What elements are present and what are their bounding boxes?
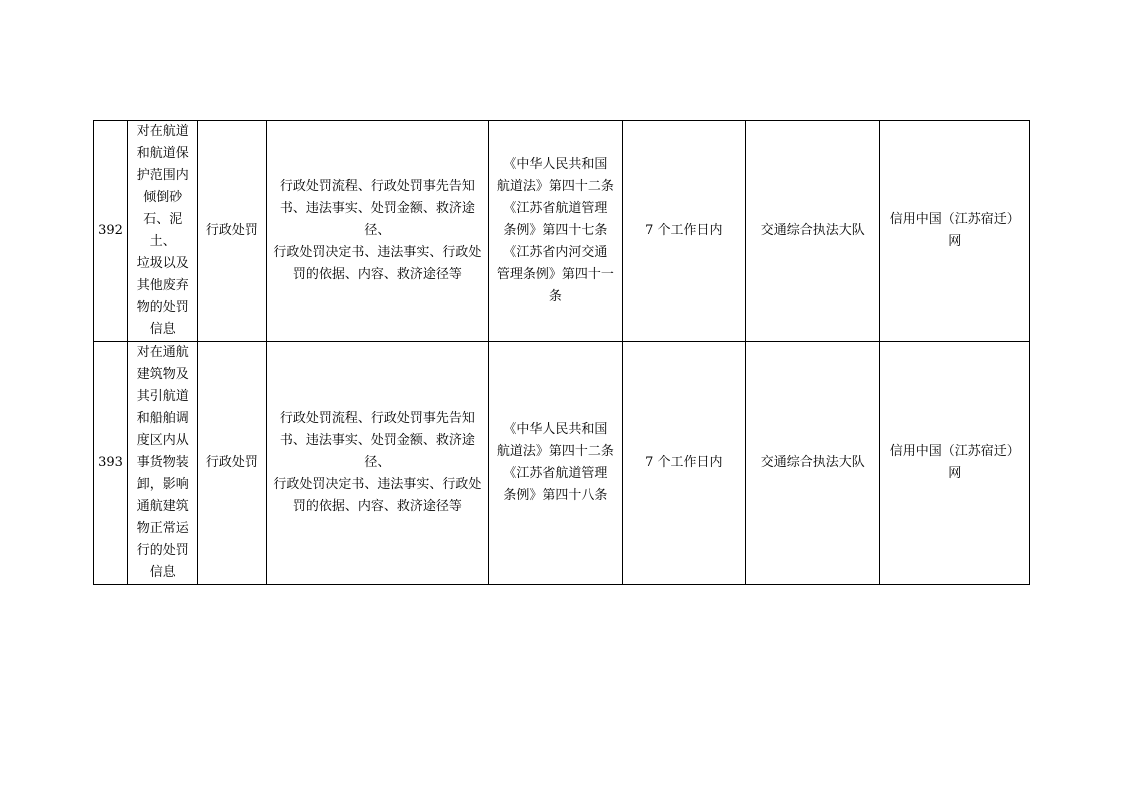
disclosure-time: 7 个工作日内 bbox=[622, 342, 745, 585]
disclosure-content-text: 行政处罚流程、行政处罚事先告知 书、违法事实、处罚金额、救济途径、 行政处罚决定书、违法事实、行政处 罚的依据、内容、救济途径等 bbox=[273, 179, 482, 282]
disclosure-channel bbox=[880, 342, 1030, 585]
item-type: 行政处罚 bbox=[198, 342, 266, 585]
disclosure-channel-text: 信用中国（江苏宿迁） 网 bbox=[889, 212, 1020, 249]
disclosure-channel bbox=[880, 121, 1030, 342]
item-name bbox=[128, 121, 198, 342]
responsible-dept: 交通综合执法大队 bbox=[746, 121, 880, 342]
table-row bbox=[94, 121, 1030, 342]
disclosure-time: 7 个工作日内 bbox=[622, 121, 745, 342]
row-number: 393 bbox=[94, 342, 128, 585]
table-row bbox=[94, 342, 1030, 585]
disclosure-content bbox=[266, 121, 489, 342]
row-number: 392 bbox=[94, 121, 128, 342]
legal-basis bbox=[489, 342, 622, 585]
responsible-dept: 交通综合执法大队 bbox=[746, 342, 880, 585]
legal-basis bbox=[489, 121, 622, 342]
disclosure-content bbox=[266, 342, 489, 585]
disclosure-content-text: 行政处罚流程、行政处罚事先告知 书、违法事实、处罚金额、救济途径、 行政处罚决定书、违法事实、行政处 罚的依据、内容、救济途径等 bbox=[273, 411, 482, 514]
legal-basis-text: 《中华人民共和国 航道法》第四十二条 《江苏省航道管理 条例》第四十七条 《江苏省内河交通 管理条例》第四十一 条 bbox=[496, 157, 614, 304]
item-name-text: 对在通航 建筑物及 其引航道 和船舶调 度区内从 事货物装 卸，影响 通航建筑 物正常运 行的处罚 信息 bbox=[136, 345, 189, 580]
item-name-text: 对在航道 和航道保 护范围内 倾倒砂 石、泥土、 垃圾以及 其他废弃 物的处罚 信息 bbox=[136, 124, 189, 337]
legal-basis-text: 《中华人民共和国 航道法》第四十二条 《江苏省航道管理 条例》第四十八条 bbox=[496, 422, 614, 503]
disclosure-table bbox=[93, 120, 1030, 585]
disclosure-channel-text: 信用中国（江苏宿迁） 网 bbox=[889, 444, 1020, 481]
item-name bbox=[128, 342, 198, 585]
item-type: 行政处罚 bbox=[198, 121, 266, 342]
